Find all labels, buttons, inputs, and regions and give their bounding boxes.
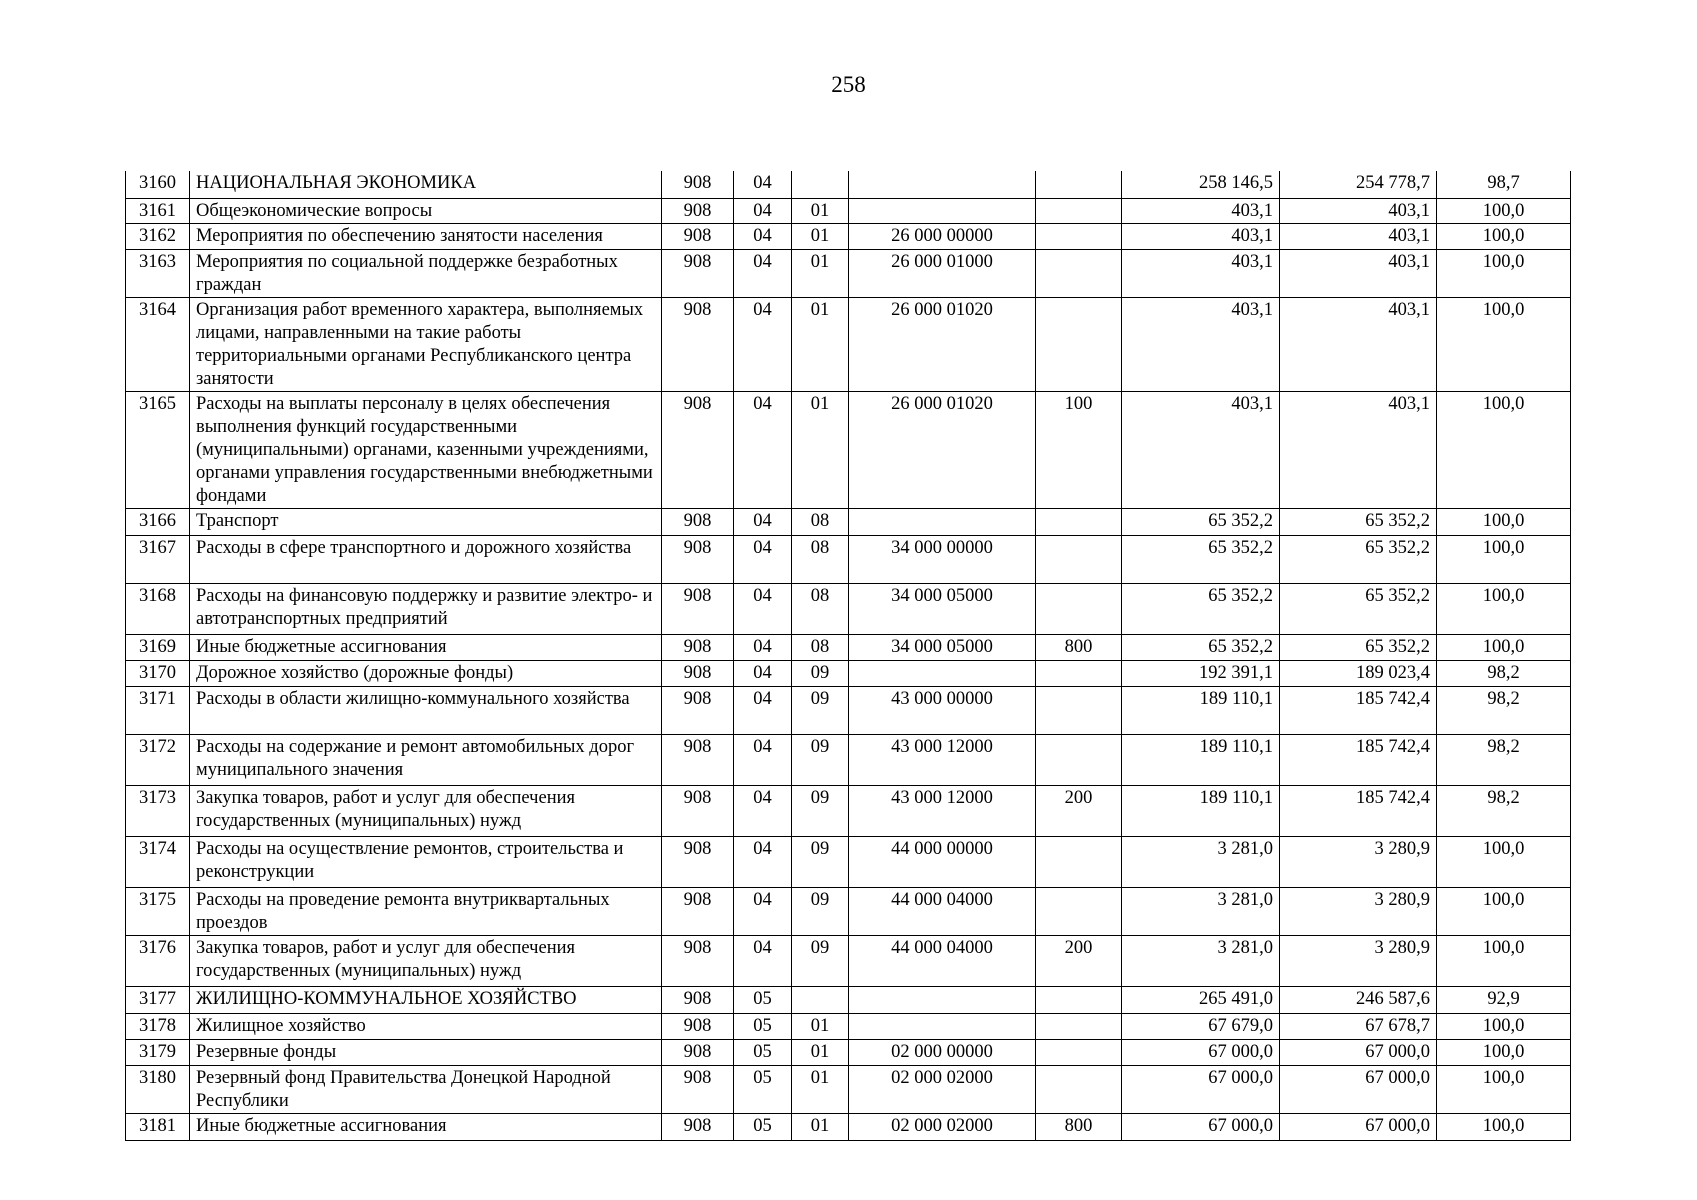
actual-amount: 3 280,9 <box>1280 935 1437 986</box>
row-number: 3174 <box>126 836 190 887</box>
actual-amount: 65 352,2 <box>1280 583 1437 634</box>
subsection-code: 09 <box>792 836 849 887</box>
table-row <box>126 583 1571 634</box>
table-row <box>126 1013 1571 1039</box>
section-code: 04 <box>734 836 792 887</box>
row-number: 3179 <box>126 1039 190 1065</box>
table-row <box>126 508 1571 535</box>
planned-amount: 3 281,0 <box>1122 887 1280 935</box>
actual-amount: 67 000,0 <box>1280 1065 1437 1113</box>
expense-type-code <box>1036 223 1122 249</box>
row-number: 3170 <box>126 660 190 686</box>
planned-amount: 65 352,2 <box>1122 634 1280 660</box>
planned-amount: 192 391,1 <box>1122 660 1280 686</box>
planned-amount: 67 000,0 <box>1122 1065 1280 1113</box>
execution-percent: 100,0 <box>1437 508 1571 535</box>
execution-percent: 98,2 <box>1437 734 1571 785</box>
expense-type-code: 100 <box>1036 391 1122 508</box>
table-body <box>126 171 1571 1140</box>
target-article-code: 43 000 12000 <box>849 785 1036 836</box>
target-article-code <box>849 171 1036 198</box>
planned-amount: 403,1 <box>1122 223 1280 249</box>
execution-percent: 100,0 <box>1437 297 1571 391</box>
planned-amount: 3 281,0 <box>1122 836 1280 887</box>
planned-amount: 67 000,0 <box>1122 1039 1280 1065</box>
expense-type-code <box>1036 1065 1122 1113</box>
item-name: ЖИЛИЩНО-КОММУНАЛЬНОЕ ХОЗЯЙСТВО <box>190 986 662 1013</box>
item-name: Расходы на содержание и ремонт автомобильных дорог муниципального значения <box>190 734 662 785</box>
section-code: 05 <box>734 1065 792 1113</box>
row-number: 3168 <box>126 583 190 634</box>
actual-amount: 189 023,4 <box>1280 660 1437 686</box>
row-number: 3163 <box>126 249 190 297</box>
target-article-code: 26 000 00000 <box>849 223 1036 249</box>
item-name: Расходы на осуществление ремонтов, строительства и реконструкции <box>190 836 662 887</box>
table-row <box>126 634 1571 660</box>
subsection-code: 09 <box>792 660 849 686</box>
table-row <box>126 535 1571 583</box>
execution-percent: 100,0 <box>1437 887 1571 935</box>
row-number: 3175 <box>126 887 190 935</box>
execution-percent: 98,7 <box>1437 171 1571 198</box>
row-number: 3161 <box>126 198 190 223</box>
row-number: 3177 <box>126 986 190 1013</box>
target-article-code <box>849 508 1036 535</box>
grbs-code: 908 <box>662 660 734 686</box>
grbs-code: 908 <box>662 986 734 1013</box>
item-name: Закупка товаров, работ и услуг для обеспечения государственных (муниципальных) нужд <box>190 785 662 836</box>
execution-percent: 100,0 <box>1437 198 1571 223</box>
planned-amount: 67 000,0 <box>1122 1113 1280 1140</box>
actual-amount: 403,1 <box>1280 198 1437 223</box>
subsection-code: 01 <box>792 297 849 391</box>
subsection-code: 09 <box>792 887 849 935</box>
section-code: 04 <box>734 171 792 198</box>
grbs-code: 908 <box>662 171 734 198</box>
expense-type-code <box>1036 734 1122 785</box>
subsection-code: 01 <box>792 198 849 223</box>
expense-type-code <box>1036 1039 1122 1065</box>
expense-type-code <box>1036 249 1122 297</box>
row-number: 3180 <box>126 1065 190 1113</box>
subsection-code: 08 <box>792 634 849 660</box>
actual-amount: 254 778,7 <box>1280 171 1437 198</box>
section-code: 05 <box>734 1113 792 1140</box>
subsection-code: 09 <box>792 734 849 785</box>
section-code: 04 <box>734 223 792 249</box>
expense-type-code <box>1036 198 1122 223</box>
section-code: 04 <box>734 198 792 223</box>
section-code: 04 <box>734 297 792 391</box>
target-article-code: 02 000 02000 <box>849 1113 1036 1140</box>
section-code: 04 <box>734 734 792 785</box>
actual-amount: 65 352,2 <box>1280 634 1437 660</box>
expense-type-code <box>1036 583 1122 634</box>
planned-amount: 65 352,2 <box>1122 535 1280 583</box>
actual-amount: 185 742,4 <box>1280 686 1437 734</box>
planned-amount: 189 110,1 <box>1122 734 1280 785</box>
target-article-code: 02 000 02000 <box>849 1065 1036 1113</box>
grbs-code: 908 <box>662 223 734 249</box>
expense-type-code <box>1036 986 1122 1013</box>
subsection-code <box>792 171 849 198</box>
table-row <box>126 198 1571 223</box>
execution-percent: 100,0 <box>1437 223 1571 249</box>
row-number: 3172 <box>126 734 190 785</box>
actual-amount: 403,1 <box>1280 391 1437 508</box>
item-name: Жилищное хозяйство <box>190 1013 662 1039</box>
execution-percent: 92,9 <box>1437 986 1571 1013</box>
expense-type-code <box>1036 686 1122 734</box>
expense-type-code: 800 <box>1036 634 1122 660</box>
subsection-code: 08 <box>792 535 849 583</box>
table-row <box>126 887 1571 935</box>
actual-amount: 185 742,4 <box>1280 785 1437 836</box>
planned-amount: 258 146,5 <box>1122 171 1280 198</box>
grbs-code: 908 <box>662 297 734 391</box>
item-name: Закупка товаров, работ и услуг для обеспечения государственных (муниципальных) нужд <box>190 935 662 986</box>
table-row <box>126 660 1571 686</box>
item-name: Резервные фонды <box>190 1039 662 1065</box>
page-number: 258 <box>831 72 866 97</box>
table-row <box>126 785 1571 836</box>
expense-type-code <box>1036 535 1122 583</box>
table-row <box>126 836 1571 887</box>
row-number: 3165 <box>126 391 190 508</box>
execution-percent: 100,0 <box>1437 249 1571 297</box>
expense-type-code <box>1036 297 1122 391</box>
table-row <box>126 249 1571 297</box>
subsection-code: 01 <box>792 223 849 249</box>
planned-amount: 65 352,2 <box>1122 508 1280 535</box>
actual-amount: 3 280,9 <box>1280 887 1437 935</box>
row-number: 3173 <box>126 785 190 836</box>
subsection-code: 01 <box>792 1039 849 1065</box>
actual-amount: 246 587,6 <box>1280 986 1437 1013</box>
execution-percent: 98,2 <box>1437 660 1571 686</box>
target-article-code: 44 000 04000 <box>849 935 1036 986</box>
execution-percent: 98,2 <box>1437 785 1571 836</box>
execution-percent: 100,0 <box>1437 1113 1571 1140</box>
grbs-code: 908 <box>662 535 734 583</box>
actual-amount: 3 280,9 <box>1280 836 1437 887</box>
expense-type-code <box>1036 887 1122 935</box>
table-row <box>126 935 1571 986</box>
item-name: Мероприятия по социальной поддержке безработных граждан <box>190 249 662 297</box>
target-article-code <box>849 660 1036 686</box>
item-name: НАЦИОНАЛЬНАЯ ЭКОНОМИКА <box>190 171 662 198</box>
execution-percent: 100,0 <box>1437 1039 1571 1065</box>
section-code: 04 <box>734 583 792 634</box>
table-row <box>126 223 1571 249</box>
item-name: Расходы на финансовую поддержку и развитие электро- и автотранспортных предприятий <box>190 583 662 634</box>
subsection-code: 01 <box>792 1113 849 1140</box>
target-article-code: 43 000 00000 <box>849 686 1036 734</box>
section-code: 04 <box>734 660 792 686</box>
row-number: 3162 <box>126 223 190 249</box>
section-code: 04 <box>734 634 792 660</box>
item-name: Транспорт <box>190 508 662 535</box>
section-code: 04 <box>734 686 792 734</box>
target-article-code <box>849 198 1036 223</box>
section-code: 04 <box>734 391 792 508</box>
execution-percent: 100,0 <box>1437 836 1571 887</box>
grbs-code: 908 <box>662 1013 734 1039</box>
row-number: 3181 <box>126 1113 190 1140</box>
item-name: Мероприятия по обеспечению занятости населения <box>190 223 662 249</box>
planned-amount: 3 281,0 <box>1122 935 1280 986</box>
grbs-code: 908 <box>662 508 734 535</box>
item-name: Резервный фонд Правительства Донецкой Народной Республики <box>190 1065 662 1113</box>
row-number: 3178 <box>126 1013 190 1039</box>
row-number: 3167 <box>126 535 190 583</box>
row-number: 3164 <box>126 297 190 391</box>
execution-percent: 100,0 <box>1437 1065 1571 1113</box>
subsection-code: 01 <box>792 391 849 508</box>
section-code: 04 <box>734 508 792 535</box>
grbs-code: 908 <box>662 198 734 223</box>
expense-type-code: 200 <box>1036 935 1122 986</box>
subsection-code: 09 <box>792 785 849 836</box>
grbs-code: 908 <box>662 686 734 734</box>
planned-amount: 189 110,1 <box>1122 785 1280 836</box>
section-code: 04 <box>734 249 792 297</box>
table-row <box>126 171 1571 198</box>
row-number: 3160 <box>126 171 190 198</box>
subsection-code: 08 <box>792 583 849 634</box>
table-row <box>126 1065 1571 1113</box>
planned-amount: 403,1 <box>1122 391 1280 508</box>
grbs-code: 908 <box>662 249 734 297</box>
row-number: 3176 <box>126 935 190 986</box>
execution-percent: 100,0 <box>1437 1013 1571 1039</box>
target-article-code: 26 000 01000 <box>849 249 1036 297</box>
actual-amount: 67 000,0 <box>1280 1113 1437 1140</box>
item-name: Дорожное хозяйство (дорожные фонды) <box>190 660 662 686</box>
subsection-code <box>792 986 849 1013</box>
actual-amount: 185 742,4 <box>1280 734 1437 785</box>
item-name: Организация работ временного характера, выполняемых лицами, направленными на такие работы территориальными органами Республиканского центра занятости <box>190 297 662 391</box>
table-row <box>126 391 1571 508</box>
subsection-code: 01 <box>792 249 849 297</box>
grbs-code: 908 <box>662 1039 734 1065</box>
subsection-code: 09 <box>792 935 849 986</box>
execution-percent: 100,0 <box>1437 535 1571 583</box>
table-row <box>126 986 1571 1013</box>
grbs-code: 908 <box>662 583 734 634</box>
target-article-code: 26 000 01020 <box>849 391 1036 508</box>
actual-amount: 403,1 <box>1280 223 1437 249</box>
section-code: 04 <box>734 785 792 836</box>
actual-amount: 403,1 <box>1280 297 1437 391</box>
table-row <box>126 734 1571 785</box>
planned-amount: 65 352,2 <box>1122 583 1280 634</box>
item-name: Расходы на проведение ремонта внутриквартальных проездов <box>190 887 662 935</box>
grbs-code: 908 <box>662 391 734 508</box>
row-number: 3166 <box>126 508 190 535</box>
expense-type-code <box>1036 1013 1122 1039</box>
section-code: 05 <box>734 1039 792 1065</box>
section-code: 05 <box>734 986 792 1013</box>
section-code: 04 <box>734 935 792 986</box>
actual-amount: 65 352,2 <box>1280 508 1437 535</box>
table-row <box>126 297 1571 391</box>
actual-amount: 67 000,0 <box>1280 1039 1437 1065</box>
grbs-code: 908 <box>662 634 734 660</box>
table-row <box>126 1113 1571 1140</box>
grbs-code: 908 <box>662 935 734 986</box>
grbs-code: 908 <box>662 734 734 785</box>
section-code: 04 <box>734 535 792 583</box>
item-name: Иные бюджетные ассигнования <box>190 1113 662 1140</box>
item-name: Расходы в сфере транспортного и дорожного хозяйства <box>190 535 662 583</box>
planned-amount: 403,1 <box>1122 249 1280 297</box>
actual-amount: 67 678,7 <box>1280 1013 1437 1039</box>
planned-amount: 67 679,0 <box>1122 1013 1280 1039</box>
target-article-code: 34 000 05000 <box>849 583 1036 634</box>
target-article-code: 34 000 05000 <box>849 634 1036 660</box>
target-article-code: 26 000 01020 <box>849 297 1036 391</box>
target-article-code <box>849 986 1036 1013</box>
expense-type-code: 200 <box>1036 785 1122 836</box>
grbs-code: 908 <box>662 1065 734 1113</box>
item-name: Общеэкономические вопросы <box>190 198 662 223</box>
subsection-code: 08 <box>792 508 849 535</box>
subsection-code: 09 <box>792 686 849 734</box>
execution-percent: 100,0 <box>1437 391 1571 508</box>
expense-type-code <box>1036 660 1122 686</box>
row-number: 3171 <box>126 686 190 734</box>
actual-amount: 65 352,2 <box>1280 535 1437 583</box>
expense-type-code <box>1036 171 1122 198</box>
target-article-code <box>849 1013 1036 1039</box>
subsection-code: 01 <box>792 1065 849 1113</box>
target-article-code: 44 000 04000 <box>849 887 1036 935</box>
target-article-code: 44 000 00000 <box>849 836 1036 887</box>
grbs-code: 908 <box>662 1113 734 1140</box>
grbs-code: 908 <box>662 836 734 887</box>
grbs-code: 908 <box>662 785 734 836</box>
execution-percent: 100,0 <box>1437 583 1571 634</box>
planned-amount: 189 110,1 <box>1122 686 1280 734</box>
planned-amount: 403,1 <box>1122 297 1280 391</box>
expense-type-code <box>1036 508 1122 535</box>
budget-table <box>125 171 1571 1141</box>
expense-type-code <box>1036 836 1122 887</box>
item-name: Расходы в области жилищно-коммунального хозяйства <box>190 686 662 734</box>
target-article-code: 02 000 00000 <box>849 1039 1036 1065</box>
actual-amount: 403,1 <box>1280 249 1437 297</box>
table-row <box>126 686 1571 734</box>
target-article-code: 43 000 12000 <box>849 734 1036 785</box>
section-code: 05 <box>734 1013 792 1039</box>
grbs-code: 908 <box>662 887 734 935</box>
execution-percent: 100,0 <box>1437 634 1571 660</box>
planned-amount: 403,1 <box>1122 198 1280 223</box>
table-row <box>126 1039 1571 1065</box>
section-code: 04 <box>734 887 792 935</box>
item-name: Иные бюджетные ассигнования <box>190 634 662 660</box>
row-number: 3169 <box>126 634 190 660</box>
item-name: Расходы на выплаты персоналу в целях обеспечения выполнения функций государственными (муниципальными) органами, казенными учреждениями, органами управления государственными внебюджетными фондами <box>190 391 662 508</box>
planned-amount: 265 491,0 <box>1122 986 1280 1013</box>
subsection-code: 01 <box>792 1013 849 1039</box>
expense-type-code: 800 <box>1036 1113 1122 1140</box>
target-article-code: 34 000 00000 <box>849 535 1036 583</box>
execution-percent: 98,2 <box>1437 686 1571 734</box>
execution-percent: 100,0 <box>1437 935 1571 986</box>
